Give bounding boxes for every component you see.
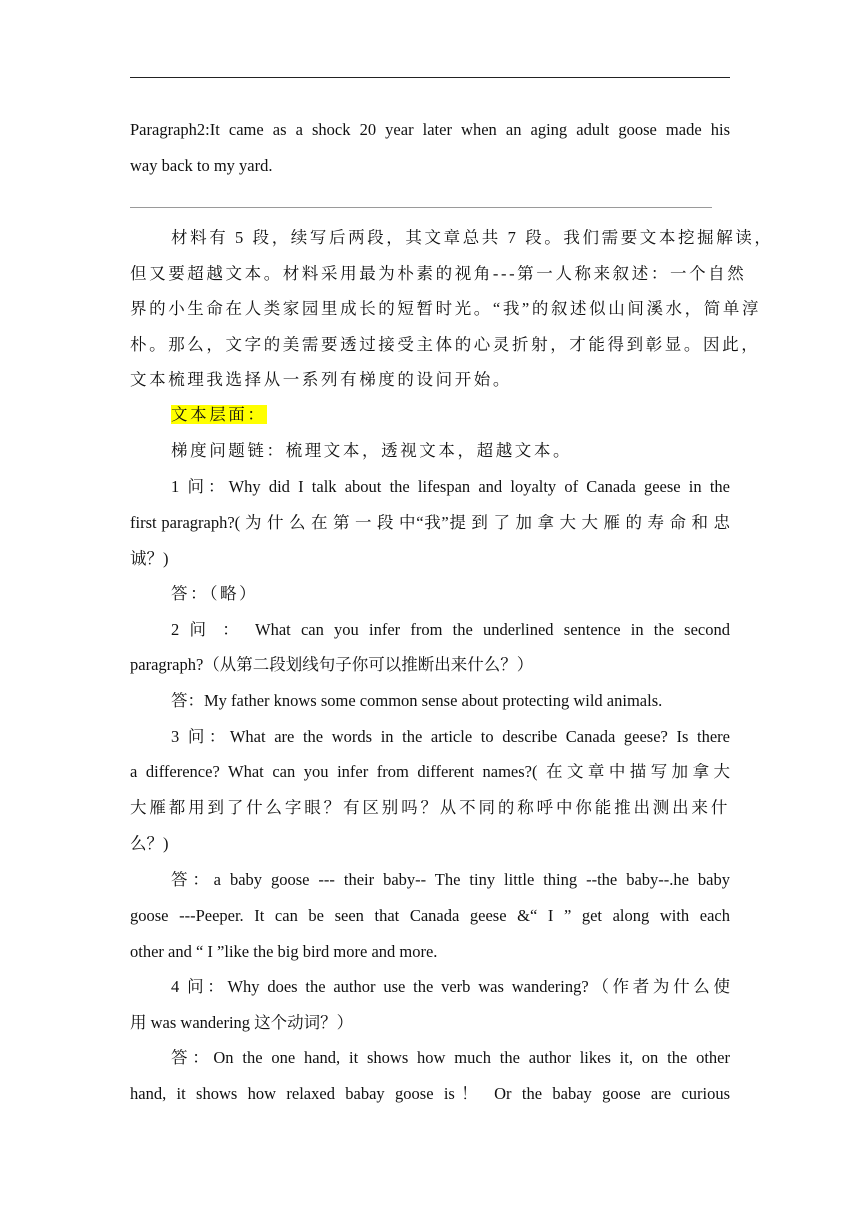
intro-line5: 文本梳理我选择从一系列有梯度的设问开始。: [130, 370, 512, 389]
q3-line3: 大雁都用到了什么字眼？有区别吗？从不同的称呼中你能推出测出来什: [130, 798, 730, 817]
intro-line1: 材料有 5 段，续写后两段，其文章总共 7 段。我们需要文本挖掘解读，: [171, 228, 774, 247]
question-chain-line: 梯度问题链：梳理文本，透视文本，超越文本。: [171, 441, 573, 460]
intro-line3: 界的小生命在人类家园里成长的短暂时光。“我”的叙述似山间溪水，简单淳: [130, 299, 762, 318]
q1-answer: 答：（略）: [171, 584, 259, 603]
q4-line2: 用 was wandering 这个动词？）: [130, 1013, 354, 1032]
q1-line2: first paragraph?( 为 什 么 在 第 一 段 中“我”提 到 了 加 拿 大 大 雁 的 寿 命 和 忠: [130, 513, 730, 532]
q2-line1: 2 问 ： What can you infer from the underlined sentence in the second: [171, 620, 730, 639]
q3-answer-line2: goose ---Peeper. It can be seen that Canada geese &“ I ” get along with each: [130, 906, 730, 925]
q1-line3: 诚？): [130, 549, 169, 568]
intro-line4: 朴。那么，文字的美需要透过接受主体的心灵折射，才能得到彰显。因此，: [130, 335, 761, 354]
paragraph2-line2: way back to my yard.: [130, 156, 273, 175]
q3-answer-line1: 答：a baby goose --- their baby-- The tiny little thing --the baby--.he baby: [171, 870, 730, 889]
q3-line4: 么？): [130, 834, 169, 853]
q3-line1: 3 问：What are the words in the article to describe Canada geese? Is there: [171, 727, 730, 746]
q1-line1: 1 问：Why did I talk about the lifespan and loyalty of Canada geese in the: [171, 477, 730, 496]
q3-answer-line3: other and “ I ”like the big bird more and more.: [130, 942, 438, 961]
q4-answer-line1: 答：On the one hand, it shows how much the author likes it, on the other: [171, 1048, 730, 1067]
paragraph2-line1: Paragraph2:It came as a shock 20 year later when an aging adult goose made his: [130, 120, 730, 139]
q3-line2: a difference? What can you infer from different names?( 在文章中描写加拿大: [130, 762, 730, 781]
intro-line2: 但又要超越文本。材料采用最为朴素的视角---第一人称来叙述：一个自然: [130, 264, 747, 283]
header-rule: [130, 77, 730, 78]
q2-line2: paragraph?（从第二段划线句子你可以推断出来什么？）: [130, 655, 534, 674]
q2-answer: 答：My father knows some common sense about protecting wild animals.: [171, 691, 663, 710]
section-heading: [171, 405, 730, 425]
q4-answer-line2: hand, it shows how relaxed babay goose is！ Or the babay goose are curious: [130, 1084, 730, 1103]
highlighted-heading: 文本层面：: [171, 405, 267, 424]
q4-line1: 4 问：Why does the author use the verb was wandering?（作者为什么使: [171, 977, 730, 996]
divider-line: [130, 207, 712, 208]
